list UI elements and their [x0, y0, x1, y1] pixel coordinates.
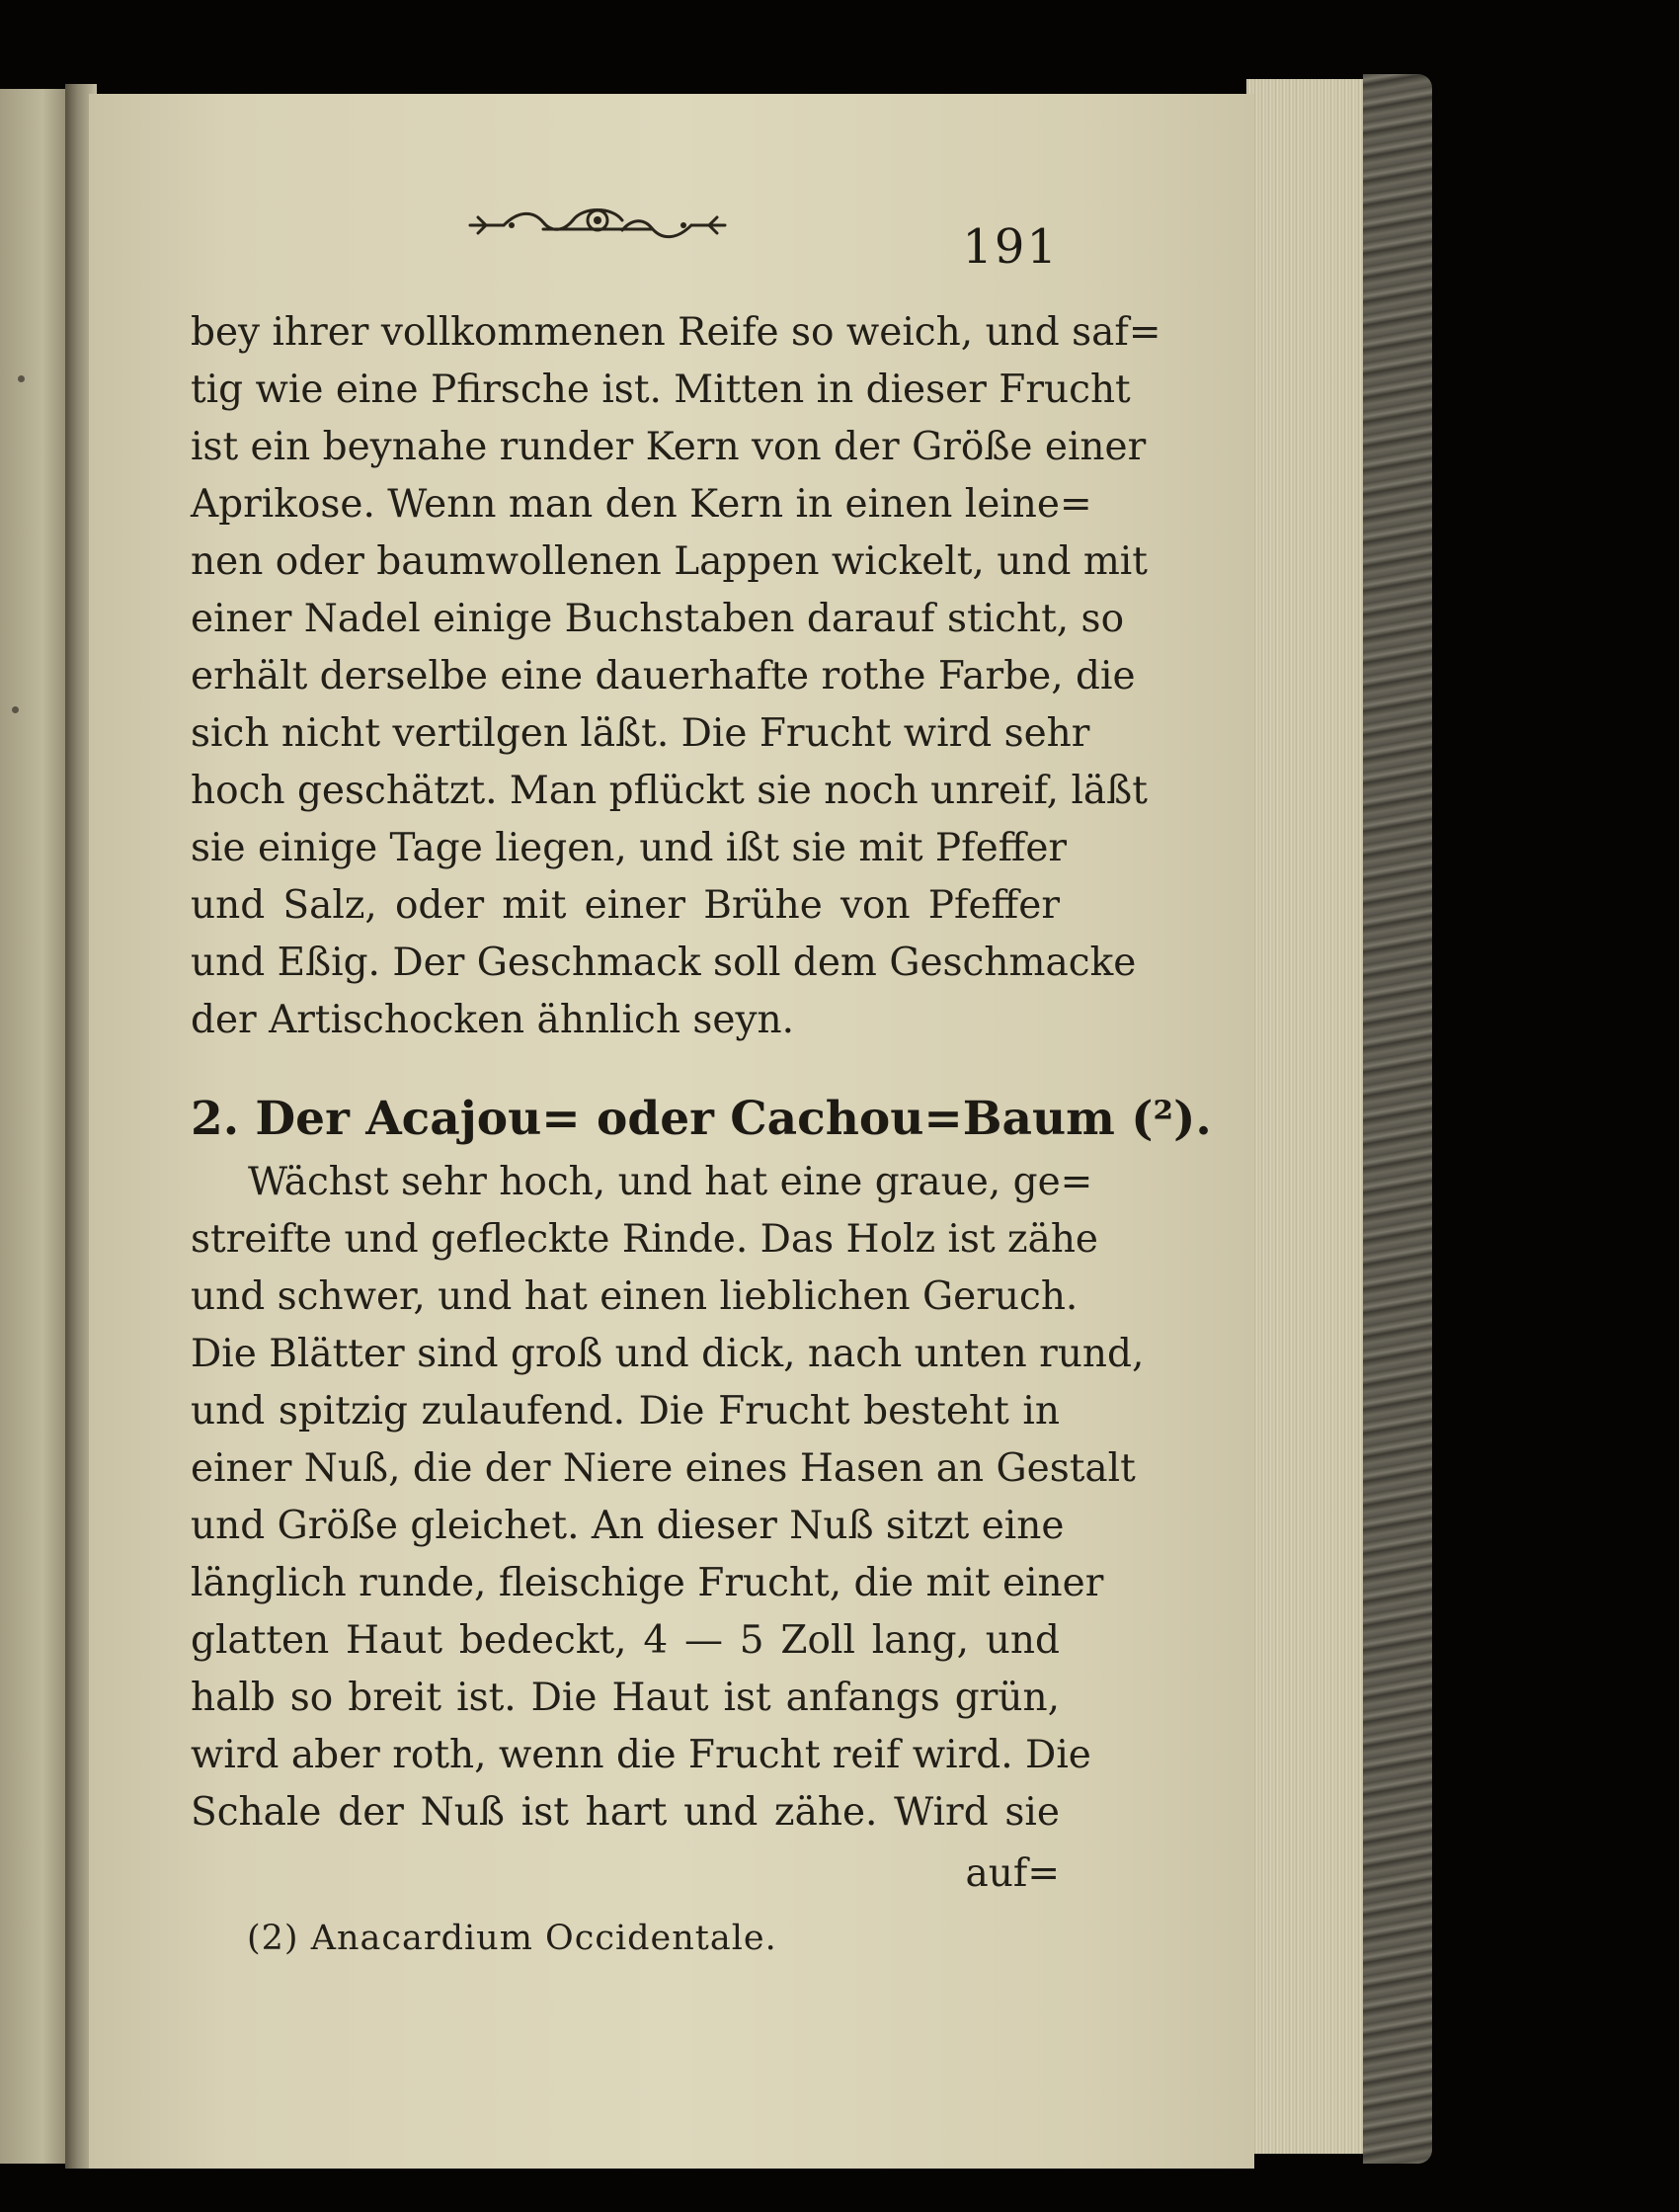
- text-line: und Eßig. Der Geschmack soll dem Geschmacke: [191, 941, 1137, 985]
- text-line: Wächst sehr hoch, und hat eine graue, ge=: [248, 1160, 1093, 1204]
- catchword: auf=: [965, 1851, 1060, 1896]
- text-line: länglich runde, fleischige Frucht, die mit einer: [191, 1561, 1104, 1605]
- text-line: sich nicht vertilgen läßt. Die Frucht wird sehr: [191, 711, 1090, 756]
- text-line: wird aber roth, wenn die Frucht reif wird. Die: [191, 1733, 1091, 1777]
- text-line: ist ein beynahe runder Kern von der Größe einer: [191, 425, 1147, 469]
- facing-page-edge: [0, 89, 71, 2164]
- text-line: nen oder baumwollenen Lappen wickelt, und mit: [191, 539, 1148, 584]
- text-line: erhält derselbe eine dauerhafte rothe Farbe, die: [191, 654, 1136, 698]
- page-number: 191: [962, 219, 1059, 275]
- page-speck: [18, 375, 25, 382]
- page-speck: [12, 706, 19, 713]
- text-line: streifte und gefleckte Rinde. Das Holz ist zähe: [191, 1217, 1099, 1262]
- page-block-edges: [1246, 79, 1375, 2154]
- book-cover-edge: [1363, 74, 1432, 2164]
- text-line: der Artischocken ähnlich seyn.: [191, 998, 794, 1042]
- section-heading: 2. Der Acajou= oder Cachou=Baum (²).: [191, 1092, 1212, 1146]
- paragraph-continuation: [191, 304, 1161, 1049]
- text-line: tig wie eine Pfirsche ist. Mitten in dieser Frucht: [191, 368, 1131, 412]
- text-line: und schwer, und hat einen lieblichen Geruch.: [191, 1274, 1079, 1319]
- text-line: Die Blätter sind groß und dick, nach unten rund,: [191, 1332, 1145, 1376]
- text-line: einer Nuß, die der Niere eines Hasen an Gestalt: [191, 1446, 1136, 1491]
- text-line: hoch geschätzt. Man pflückt sie noch unreif, läßt: [191, 769, 1148, 813]
- text-line: sie einige Tage liegen, und ißt sie mit Pfeffer: [191, 826, 1068, 870]
- text-line: halb so breit ist. Die Haut ist anfangs grün,: [191, 1676, 1060, 1720]
- footnote: (2) Anacardium Occidentale.: [247, 1919, 777, 1958]
- text-line: einer Nadel einige Buchstaben darauf sticht, so: [191, 597, 1125, 641]
- text-line: und Größe gleichet. An dieser Nuß sitzt eine: [191, 1504, 1065, 1548]
- text-line: Aprikose. Wenn man den Kern in einen leine=: [191, 482, 1092, 527]
- text-line: glatten Haut bedeckt, 4 — 5 Zoll lang, und: [191, 1618, 1060, 1663]
- paragraph-acajou: [191, 1154, 1145, 1842]
- text-line: und Salz, oder mit einer Brühe von Pfeffer: [191, 883, 1060, 928]
- text-line: und spitzig zulaufend. Die Frucht besteht in: [191, 1389, 1060, 1434]
- header-ornament-icon: [464, 203, 731, 248]
- text-line: Schale der Nuß ist hart und zähe. Wird sie: [191, 1790, 1060, 1835]
- text-line: bey ihrer vollkommenen Reife so weich, und saf=: [191, 310, 1161, 355]
